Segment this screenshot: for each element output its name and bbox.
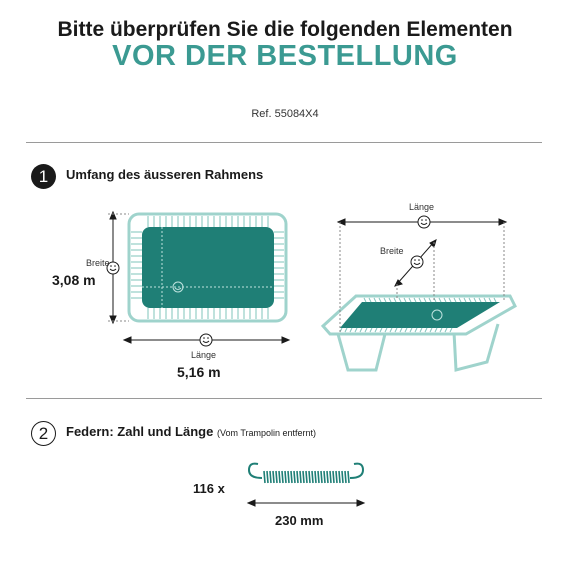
length-smiley-icon: [200, 334, 212, 346]
step-2-badge: 2: [31, 421, 56, 446]
width-value: 3,08 m: [52, 272, 96, 288]
section-1-title: Umfang des äusseren Rahmens: [66, 167, 264, 182]
spring-icon: [249, 464, 363, 483]
length-label: Länge: [191, 350, 217, 360]
iso-length-smiley-icon: [418, 216, 430, 228]
headline-check: Bitte überprüfen Sie die folgenden Elementen: [57, 18, 513, 41]
top-view-trampoline: [129, 214, 286, 321]
iso-width-smiley-icon: [411, 256, 423, 268]
iso-width-label: Breite: [380, 246, 404, 256]
section-2-subtitle: (Vom Trampolin entfernt): [216, 428, 317, 438]
isometric-trampoline: [323, 296, 515, 370]
spring-length-arrow: [248, 500, 364, 506]
headline-before-order: VOR DER BESTELLUNG: [112, 40, 458, 72]
length-value: 5,16 m: [177, 364, 221, 380]
width-label: Breite: [86, 258, 110, 268]
iso-length-label: Länge: [409, 202, 435, 212]
spring-count: 116 x: [193, 481, 225, 496]
spring-length: 230 mm: [275, 513, 324, 528]
section-2-title: [66, 424, 316, 439]
section-2-title-text: Federn: Zahl und Länge: [66, 424, 214, 439]
reference-number: Ref. 55084X4: [251, 108, 319, 120]
step-1-badge: 1: [31, 164, 56, 189]
